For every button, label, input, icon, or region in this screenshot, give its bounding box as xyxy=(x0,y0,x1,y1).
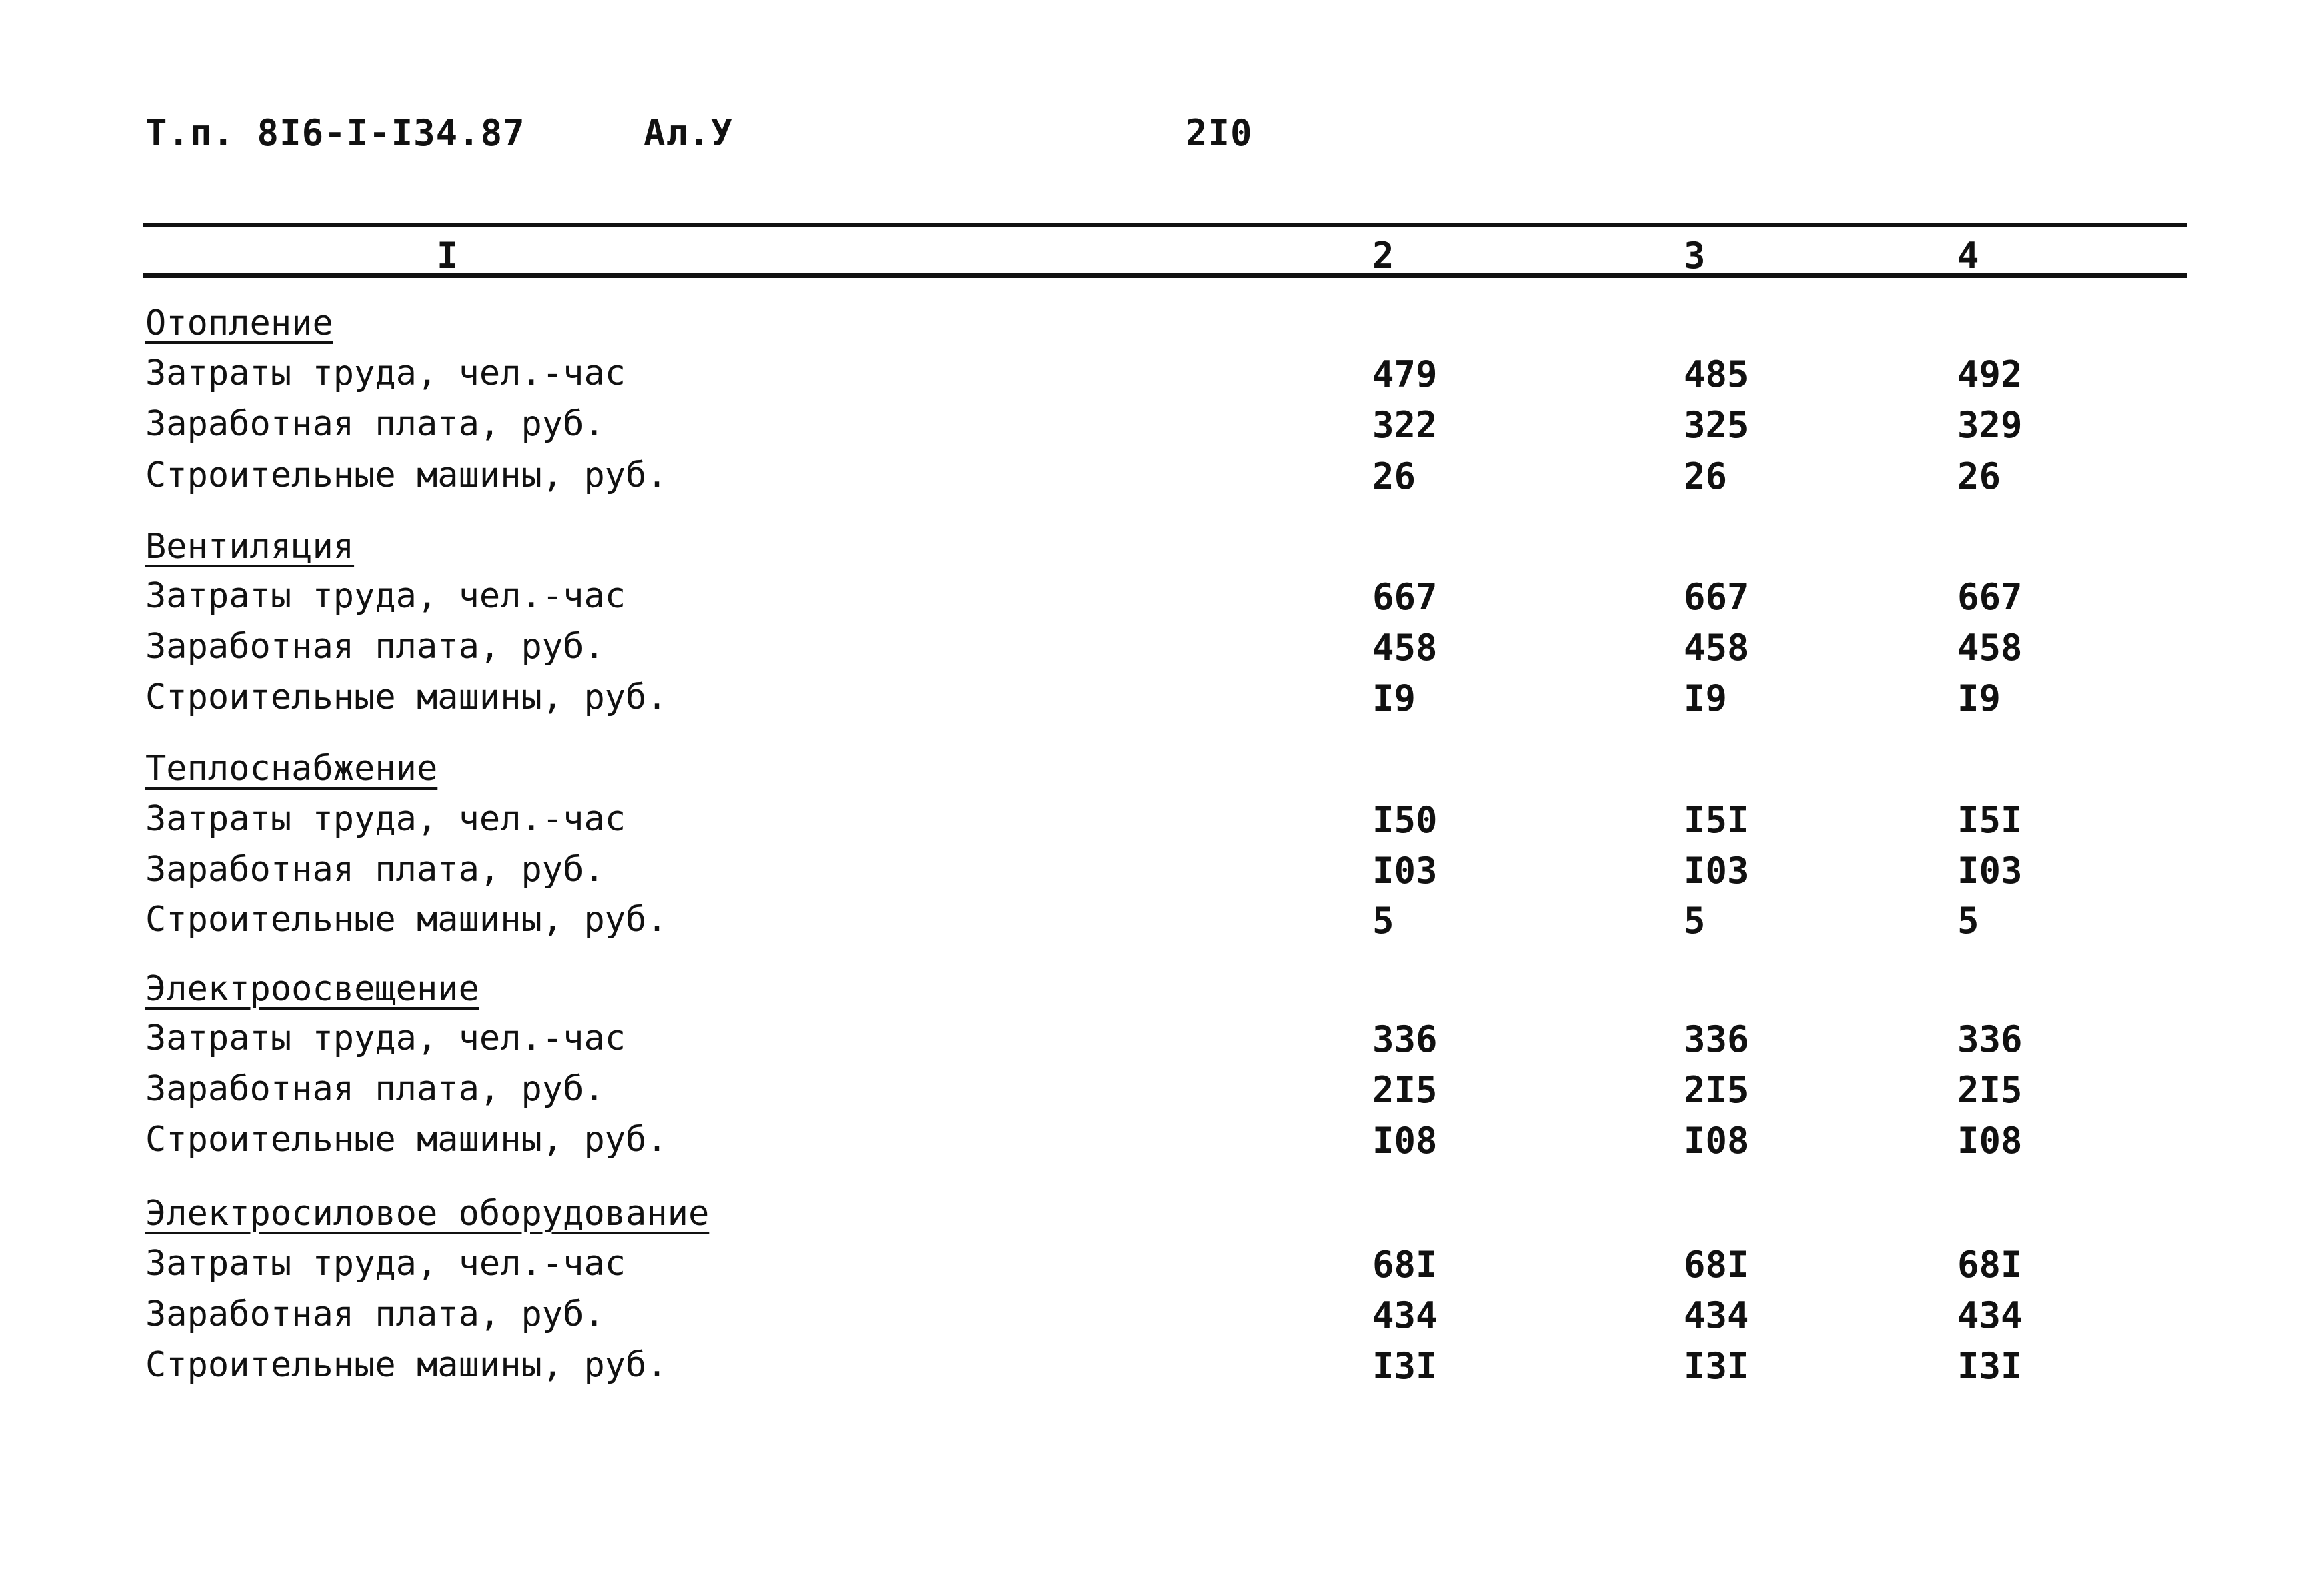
sheet-label: Ал.У xyxy=(644,112,734,154)
table-row xyxy=(0,455,2324,502)
table-row xyxy=(0,404,2324,451)
row-label: Заработная плата, руб. xyxy=(145,404,605,444)
row-label: Затраты труда, чел.-час xyxy=(145,1018,626,1058)
cell-value: 336 xyxy=(1372,1018,1438,1060)
cell-value: 434 xyxy=(1957,1294,2023,1336)
cell-value: I9 xyxy=(1372,677,1416,719)
cell-value: 5 xyxy=(1684,900,1706,942)
section-title: Электросиловое оборудование xyxy=(145,1194,710,1234)
section-title: Вентиляция xyxy=(145,527,355,567)
table-header-rule xyxy=(143,273,2187,278)
cell-value: 458 xyxy=(1372,627,1438,669)
table-row xyxy=(0,1120,2324,1166)
cell-value: 2I5 xyxy=(1957,1069,2023,1111)
row-label: Заработная плата, руб. xyxy=(145,1294,605,1334)
cell-value: 458 xyxy=(1684,627,1749,669)
cell-value: I3I xyxy=(1957,1345,2023,1387)
cell-value: 434 xyxy=(1372,1294,1438,1336)
cell-value: 485 xyxy=(1684,353,1749,395)
row-label: Заработная плата, руб. xyxy=(145,1069,605,1109)
cell-value: I9 xyxy=(1957,677,2001,719)
cell-value: 2I5 xyxy=(1684,1069,1749,1111)
table-row xyxy=(0,850,2324,896)
page-number: 2I0 xyxy=(1186,112,1253,154)
cell-value: 325 xyxy=(1684,404,1749,446)
cell-value: 26 xyxy=(1957,455,2001,497)
column-header-2: 2 xyxy=(1372,235,1394,277)
table-row xyxy=(0,576,2324,623)
row-label: Заработная плата, руб. xyxy=(145,627,605,667)
cell-value: I9 xyxy=(1684,677,1728,719)
section-title: Электроосвещение xyxy=(145,969,479,1009)
cell-value: 26 xyxy=(1684,455,1728,497)
column-header-3: 3 xyxy=(1684,235,1706,277)
cell-value: I08 xyxy=(1957,1120,2023,1162)
cell-value: I5I xyxy=(1957,799,2023,841)
row-label: Строительные машины, руб. xyxy=(145,455,668,495)
cell-value: 336 xyxy=(1684,1018,1749,1060)
table-row xyxy=(0,1345,2324,1392)
row-label: Строительные машины, руб. xyxy=(145,677,668,717)
table-row xyxy=(0,900,2324,946)
document-reference: Т.п. 8I6-I-I34.87 xyxy=(145,112,525,154)
cell-value: 329 xyxy=(1957,404,2023,446)
cell-value: I03 xyxy=(1684,850,1749,892)
table-top-rule xyxy=(143,223,2187,227)
cell-value: 667 xyxy=(1372,576,1438,618)
cell-value: 479 xyxy=(1372,353,1438,395)
cell-value: 5 xyxy=(1372,900,1394,942)
table-row xyxy=(0,799,2324,846)
cell-value: I50 xyxy=(1372,799,1438,841)
table-row xyxy=(0,1069,2324,1116)
cell-value: 458 xyxy=(1957,627,2023,669)
table-row xyxy=(0,1018,2324,1065)
cell-value: 336 xyxy=(1957,1018,2023,1060)
row-label: Строительные машины, руб. xyxy=(145,900,668,940)
cell-value: 2I5 xyxy=(1372,1069,1438,1111)
cell-value: 434 xyxy=(1684,1294,1749,1336)
cell-value: I03 xyxy=(1957,850,2023,892)
cell-value: I08 xyxy=(1684,1120,1749,1162)
cell-value: I08 xyxy=(1372,1120,1438,1162)
cell-value: 492 xyxy=(1957,353,2023,395)
column-header-1: I xyxy=(437,235,459,277)
cell-value: 5 xyxy=(1957,900,1979,942)
row-label: Строительные машины, руб. xyxy=(145,1120,668,1160)
row-label: Затраты труда, чел.-час xyxy=(145,1244,626,1284)
row-label: Заработная плата, руб. xyxy=(145,850,605,890)
section-title: Отопление xyxy=(145,303,333,343)
table-row xyxy=(0,677,2324,724)
table-row xyxy=(0,353,2324,400)
column-header-4: 4 xyxy=(1957,235,1979,277)
table-row xyxy=(0,1294,2324,1341)
table-row xyxy=(0,627,2324,673)
cell-value: I03 xyxy=(1372,850,1438,892)
table-row xyxy=(0,1244,2324,1290)
cell-value: 667 xyxy=(1957,576,2023,618)
cell-value: 322 xyxy=(1372,404,1438,446)
cell-value: 68I xyxy=(1957,1244,2023,1286)
cell-value: 68I xyxy=(1684,1244,1749,1286)
cell-value: I3I xyxy=(1372,1345,1438,1387)
cell-value: I5I xyxy=(1684,799,1749,841)
cell-value: 26 xyxy=(1372,455,1416,497)
row-label: Затраты труда, чел.-час xyxy=(145,799,626,839)
row-label: Строительные машины, руб. xyxy=(145,1345,668,1385)
cell-value: 68I xyxy=(1372,1244,1438,1286)
cell-value: I3I xyxy=(1684,1345,1749,1387)
section-title: Теплоснабжение xyxy=(145,749,438,789)
row-label: Затраты труда, чел.-час xyxy=(145,576,626,616)
row-label: Затраты труда, чел.-час xyxy=(145,353,626,393)
cell-value: 667 xyxy=(1684,576,1749,618)
